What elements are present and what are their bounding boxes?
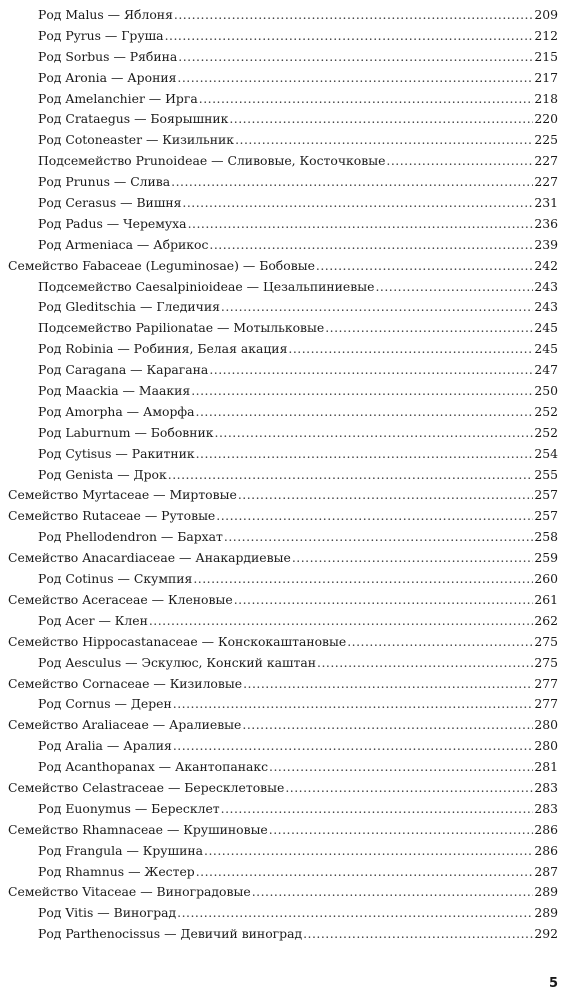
toc-entry-title: Семейство Rhamnaceae — Крушиновые	[8, 821, 268, 837]
toc-entry-page: 286	[534, 821, 558, 837]
toc-entry-genus	[8, 444, 558, 465]
toc-entry-title: Семейство Rutaceae — Рутовые	[8, 508, 216, 524]
toc-entry-genus	[8, 68, 558, 89]
dot-leader	[317, 653, 533, 674]
toc-entry-genus	[8, 527, 558, 548]
dot-leader	[234, 590, 534, 611]
dot-leader	[178, 47, 533, 68]
toc-entry-family	[8, 882, 558, 903]
toc-entry-genus	[8, 799, 558, 820]
toc-entry-title: Род Frangula — Крушина	[38, 842, 204, 858]
toc-entry-genus	[8, 235, 558, 256]
toc-entry-title: Подсемейство Caesalpinioideae — Цезальпиниевые	[38, 278, 375, 294]
toc-entry-page: 212	[534, 27, 558, 43]
toc-entry-genus	[8, 381, 558, 402]
toc-entry-genus	[8, 297, 558, 318]
toc-entry-page: 245	[534, 320, 558, 336]
dot-leader	[196, 444, 534, 465]
toc-entry-title: Род Cotinus — Скумпия	[38, 571, 193, 587]
toc-entry-genus	[8, 694, 558, 715]
toc-entry-title: Род Cotoneaster — Кизильник	[38, 132, 235, 148]
toc-entry-genus	[8, 653, 558, 674]
dot-leader	[191, 381, 533, 402]
toc-entry-page: 280	[534, 717, 558, 733]
toc-entry-genus	[8, 903, 558, 924]
toc-entry-family	[8, 778, 558, 799]
toc-entry-genus	[8, 151, 558, 172]
toc-entry-title: Семейство Myrtaceae — Миртовые	[8, 487, 237, 503]
toc-entry-page: 247	[534, 362, 558, 378]
toc-entry-title: Род Sorbus — Рябина	[38, 48, 178, 64]
toc-entry-title: Род Acanthopanax — Акантопанакс	[38, 759, 269, 775]
toc-entry-title: Род Genista — Дрок	[38, 466, 167, 482]
toc-entry-page: 242	[534, 257, 558, 273]
dot-leader	[216, 506, 533, 527]
toc-entry-page: 289	[534, 884, 558, 900]
toc-entry-family	[8, 256, 558, 277]
toc-entry-page: 255	[534, 466, 558, 482]
toc-entry-title: Род Rhamnus — Жестер	[38, 863, 195, 879]
dot-leader	[204, 841, 533, 862]
toc-entry-title: Род Cytisus — Ракитник	[38, 445, 195, 461]
toc-entry-title: Род Euonymus — Бересклет	[38, 800, 220, 816]
dot-leader	[215, 423, 534, 444]
toc-entry-title: Семейство Vitaceae — Виноградовые	[8, 884, 251, 900]
toc-entry-title: Род Gleditschia — Гледичия	[38, 299, 220, 315]
toc-entry-title: Род Cerasus — Вишня	[38, 195, 182, 211]
toc-entry-genus	[8, 109, 558, 130]
toc-entry-title: Семейство Araliaceae — Аралиевые	[8, 717, 242, 733]
toc-entry-page: 217	[534, 69, 558, 85]
toc-entry-page: 283	[534, 800, 558, 816]
toc-entry-genus	[8, 569, 558, 590]
dot-leader	[252, 882, 534, 903]
table-of-contents	[8, 5, 558, 945]
dot-leader	[165, 26, 534, 47]
toc-entry-genus	[8, 360, 558, 381]
dot-leader	[221, 799, 534, 820]
dot-leader	[229, 109, 533, 130]
toc-entry-page: 257	[534, 508, 558, 524]
toc-entry-page: 277	[534, 675, 558, 691]
toc-entry-genus	[8, 423, 558, 444]
dot-leader	[269, 820, 534, 841]
dot-leader	[196, 862, 534, 883]
toc-entry-genus	[8, 465, 558, 486]
toc-entry-title: Род Malus — Яблоня	[38, 7, 173, 22]
dot-leader	[177, 68, 533, 89]
toc-entry-family	[8, 590, 558, 611]
toc-entry-title: Род Amorpha — Аморфа	[38, 403, 195, 419]
toc-entry-title: Род Padus — Черемуха	[38, 215, 187, 231]
toc-entry-title: Род Maackia — Маакия	[38, 383, 191, 399]
toc-entry-title: Род Acer — Клен	[38, 612, 148, 628]
toc-entry-page: 292	[534, 926, 558, 942]
toc-entry-title: Род Aronia — Арония	[38, 69, 177, 85]
toc-entry-title: Семейство Anacardiaceae — Анакардиевые	[8, 550, 291, 566]
dot-leader	[224, 527, 533, 548]
toc-entry-family	[8, 674, 558, 695]
toc-entry-genus	[8, 277, 558, 298]
dot-leader	[325, 318, 533, 339]
toc-entry-page: 281	[534, 759, 558, 775]
toc-entry-page: 220	[534, 111, 558, 127]
toc-entry-title: Род Aralia — Аралия	[38, 738, 172, 754]
dot-leader	[209, 235, 533, 256]
toc-entry-genus	[8, 26, 558, 47]
dot-leader	[199, 89, 534, 110]
toc-entry-page: 260	[534, 571, 558, 587]
toc-entry-genus	[8, 736, 558, 757]
toc-entry-page: 280	[534, 738, 558, 754]
dot-leader	[171, 172, 533, 193]
dot-leader	[174, 5, 533, 26]
toc-entry-title: Род Amelanchier — Ирга	[38, 90, 198, 106]
toc-entry-genus	[8, 214, 558, 235]
toc-entry-title: Подсемейство Prunoideae — Сливовые, Косточковые	[38, 153, 386, 169]
toc-entry-genus	[8, 339, 558, 360]
toc-entry-page: 227	[534, 174, 558, 190]
toc-entry-family	[8, 715, 558, 736]
toc-entry-page: 250	[534, 383, 558, 399]
dot-leader	[386, 151, 533, 172]
toc-entry-title: Род Cornus — Дерен	[38, 696, 172, 712]
dot-leader	[285, 778, 533, 799]
toc-entry-title: Семейство Cornaceae — Кизиловые	[8, 675, 243, 691]
dot-leader	[209, 360, 533, 381]
toc-entry-title: Род Phellodendron — Бархат	[38, 529, 223, 545]
dot-leader	[238, 485, 534, 506]
dot-leader	[316, 256, 533, 277]
dot-leader	[193, 569, 533, 590]
dot-leader	[269, 757, 533, 778]
toc-entry-genus	[8, 5, 558, 26]
toc-entry-title: Род Parthenocissus — Девичий виноград	[38, 926, 303, 942]
toc-entry-page: 227	[534, 153, 558, 169]
toc-entry-genus	[8, 47, 558, 68]
toc-entry-page: 257	[534, 487, 558, 503]
toc-entry-page: 261	[534, 591, 558, 607]
toc-entry-page: 287	[534, 863, 558, 879]
toc-entry-page: 218	[534, 90, 558, 106]
toc-entry-title: Род Aesculus — Эскулюс, Конский каштан	[38, 654, 317, 670]
toc-entry-page: 252	[534, 424, 558, 440]
toc-entry-family	[8, 632, 558, 653]
dot-leader	[292, 548, 534, 569]
toc-entry-page: 252	[534, 403, 558, 419]
toc-entry-genus	[8, 611, 558, 632]
toc-entry-title: Род Prunus — Слива	[38, 174, 171, 190]
toc-entry-genus	[8, 757, 558, 778]
dot-leader	[149, 611, 534, 632]
dot-leader	[196, 402, 534, 423]
dot-leader	[177, 903, 533, 924]
toc-entry-genus	[8, 193, 558, 214]
toc-entry-page: 209	[534, 7, 558, 22]
toc-entry-family	[8, 548, 558, 569]
toc-entry-genus	[8, 89, 558, 110]
toc-entry-page: 289	[534, 905, 558, 921]
dot-leader	[168, 465, 534, 486]
toc-entry-page: 245	[534, 341, 558, 357]
dot-leader	[235, 130, 533, 151]
toc-entry-title: Род Laburnum — Бобовник	[38, 424, 214, 440]
toc-entry-title: Род Pyrus — Груша	[38, 27, 164, 43]
dot-leader	[188, 214, 534, 235]
toc-entry-family	[8, 820, 558, 841]
toc-entry-family	[8, 506, 558, 527]
toc-entry-title: Подсемейство Papilionatae — Мотыльковые	[38, 320, 325, 336]
dot-leader	[182, 193, 533, 214]
toc-entry-page: 277	[534, 696, 558, 712]
toc-entry-genus	[8, 924, 558, 945]
toc-entry-genus	[8, 318, 558, 339]
toc-entry-title: Род Robinia — Робиния, Белая акация	[38, 341, 288, 357]
toc-entry-family	[8, 485, 558, 506]
toc-entry-page: 262	[534, 612, 558, 628]
dot-leader	[375, 277, 533, 298]
toc-entry-title: Семейство Hippocastanaceae — Конскокаштановые	[8, 633, 347, 649]
toc-entry-page: 275	[534, 654, 558, 670]
toc-entry-title: Семейство Fabaceae (Leguminosae) — Бобовые	[8, 257, 315, 273]
toc-entry-page: 275	[534, 633, 558, 649]
toc-entry-title: Род Caragana — Карагана	[38, 362, 209, 378]
toc-entry-title: Род Vitis — Виноград	[38, 905, 177, 921]
toc-entry-page: 258	[534, 529, 558, 545]
toc-entry-page: 259	[534, 550, 558, 566]
dot-leader	[303, 924, 533, 945]
toc-entry-page: 283	[534, 779, 558, 795]
toc-entry-title: Род Armeniaca — Абрикос	[38, 236, 209, 252]
toc-entry-title: Род Crataegus — Боярышник	[38, 111, 229, 127]
toc-entry-page: 254	[534, 445, 558, 461]
toc-entry-page: 239	[534, 236, 558, 252]
dot-leader	[173, 694, 534, 715]
dot-leader	[221, 297, 533, 318]
dot-leader	[173, 736, 533, 757]
toc-entry-genus	[8, 841, 558, 862]
toc-entry-page: 243	[534, 299, 558, 315]
toc-entry-page: 225	[534, 132, 558, 148]
dot-leader	[347, 632, 533, 653]
dot-leader	[243, 674, 533, 695]
toc-entry-page: 236	[534, 215, 558, 231]
toc-entry-genus	[8, 862, 558, 883]
dot-leader	[242, 715, 533, 736]
toc-entry-page: 243	[534, 278, 558, 294]
toc-entry-title: Семейство Aceraceae — Кленовые	[8, 591, 233, 607]
toc-entry-genus	[8, 130, 558, 151]
toc-entry-page: 286	[534, 842, 558, 858]
toc-entry-genus	[8, 402, 558, 423]
dot-leader	[288, 339, 533, 360]
toc-entry-page: 231	[534, 195, 558, 211]
page-number: 5	[548, 976, 558, 991]
toc-entry-title: Семейство Celastraceae — Бересклетовые	[8, 779, 285, 795]
toc-entry-page: 215	[534, 48, 558, 64]
toc-entry-genus	[8, 172, 558, 193]
